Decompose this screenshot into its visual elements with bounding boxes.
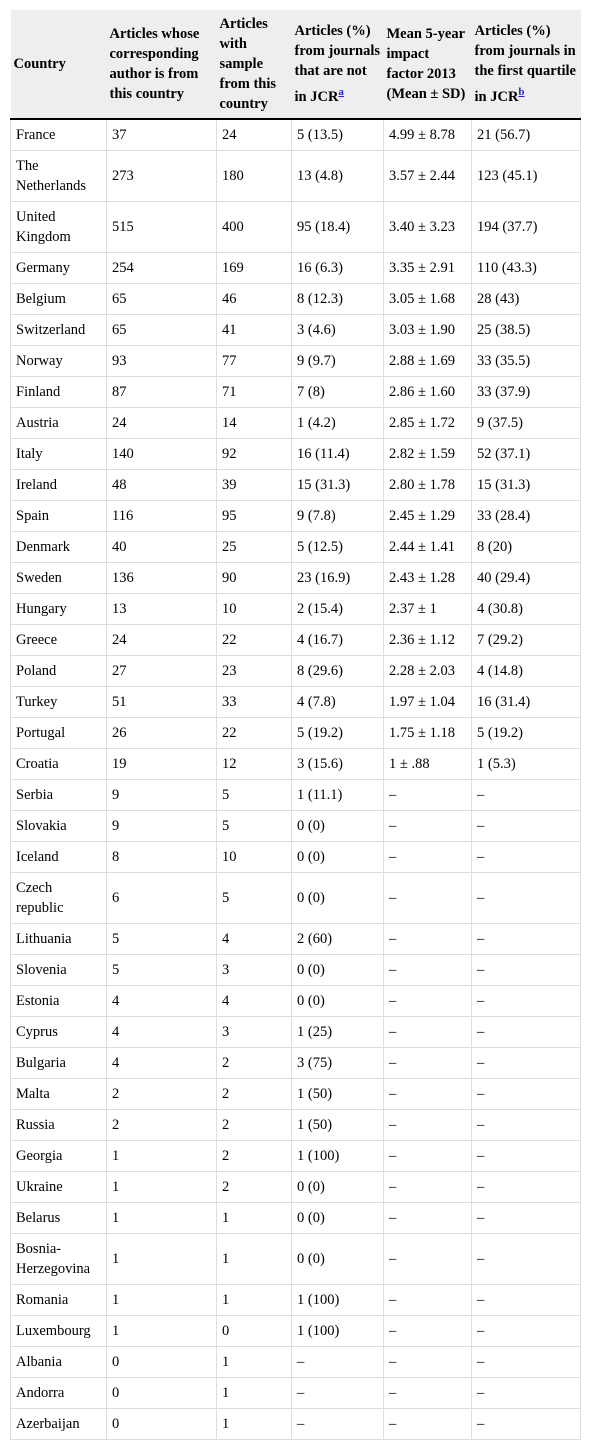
cell-first-quartile: 8 (20) bbox=[472, 532, 581, 563]
cell-not-jcr: 1 (25) bbox=[292, 1017, 384, 1048]
cell-sample: 77 bbox=[217, 346, 292, 377]
cell-corresponding: 13 bbox=[107, 594, 217, 625]
cell-corresponding: 1 bbox=[107, 1234, 217, 1285]
cell-not-jcr: 1 (11.1) bbox=[292, 780, 384, 811]
cell-corresponding: 48 bbox=[107, 470, 217, 501]
cell-first-quartile: 28 (43) bbox=[472, 284, 581, 315]
cell-sample: 169 bbox=[217, 253, 292, 284]
cell-impact: – bbox=[384, 986, 472, 1017]
cell-country: Hungary bbox=[11, 594, 107, 625]
cell-first-quartile: – bbox=[472, 1017, 581, 1048]
cell-impact: 2.85 ± 1.72 bbox=[384, 408, 472, 439]
cell-corresponding: 26 bbox=[107, 718, 217, 749]
table-row bbox=[11, 563, 581, 594]
cell-sample: 90 bbox=[217, 563, 292, 594]
table-row bbox=[11, 1141, 581, 1172]
table-body bbox=[11, 119, 581, 1440]
table-row bbox=[11, 408, 581, 439]
cell-first-quartile: 123 (45.1) bbox=[472, 151, 581, 202]
cell-impact: 2.28 ± 2.03 bbox=[384, 656, 472, 687]
cell-country: Finland bbox=[11, 377, 107, 408]
cell-sample: 5 bbox=[217, 873, 292, 924]
cell-not-jcr: 9 (9.7) bbox=[292, 346, 384, 377]
cell-impact: – bbox=[384, 1409, 472, 1440]
cell-country: Greece bbox=[11, 625, 107, 656]
cell-impact: 2.44 ± 1.41 bbox=[384, 532, 472, 563]
cell-first-quartile: – bbox=[472, 1409, 581, 1440]
table-row bbox=[11, 284, 581, 315]
cell-sample: 46 bbox=[217, 284, 292, 315]
cell-country: Bulgaria bbox=[11, 1048, 107, 1079]
cell-sample: 1 bbox=[217, 1347, 292, 1378]
table-row bbox=[11, 377, 581, 408]
cell-corresponding: 1 bbox=[107, 1172, 217, 1203]
cell-corresponding: 1 bbox=[107, 1285, 217, 1316]
cell-not-jcr: 0 (0) bbox=[292, 1203, 384, 1234]
cell-sample: 5 bbox=[217, 780, 292, 811]
cell-corresponding: 6 bbox=[107, 873, 217, 924]
cell-corresponding: 4 bbox=[107, 1048, 217, 1079]
cell-not-jcr: 4 (7.8) bbox=[292, 687, 384, 718]
cell-first-quartile: 33 (37.9) bbox=[472, 377, 581, 408]
cell-country: Malta bbox=[11, 1079, 107, 1110]
cell-corresponding: 1 bbox=[107, 1316, 217, 1347]
cell-country: United Kingdom bbox=[11, 202, 107, 253]
table-row bbox=[11, 749, 581, 780]
cell-impact: 2.43 ± 1.28 bbox=[384, 563, 472, 594]
cell-country: Italy bbox=[11, 439, 107, 470]
cell-first-quartile: 4 (14.8) bbox=[472, 656, 581, 687]
cell-sample: 3 bbox=[217, 1017, 292, 1048]
header-country: Country bbox=[11, 10, 107, 119]
cell-corresponding: 65 bbox=[107, 315, 217, 346]
cell-sample: 14 bbox=[217, 408, 292, 439]
cell-sample: 2 bbox=[217, 1110, 292, 1141]
cell-sample: 2 bbox=[217, 1172, 292, 1203]
table-row bbox=[11, 151, 581, 202]
cell-not-jcr: 0 (0) bbox=[292, 811, 384, 842]
cell-corresponding: 0 bbox=[107, 1347, 217, 1378]
cell-corresponding: 93 bbox=[107, 346, 217, 377]
cell-not-jcr: 0 (0) bbox=[292, 955, 384, 986]
cell-country: Slovenia bbox=[11, 955, 107, 986]
cell-first-quartile: 194 (37.7) bbox=[472, 202, 581, 253]
table-row bbox=[11, 625, 581, 656]
cell-country: Romania bbox=[11, 1285, 107, 1316]
cell-impact: 2.36 ± 1.12 bbox=[384, 625, 472, 656]
cell-corresponding: 24 bbox=[107, 408, 217, 439]
cell-impact: 1 ± .88 bbox=[384, 749, 472, 780]
cell-corresponding: 9 bbox=[107, 780, 217, 811]
cell-not-jcr: 3 (4.6) bbox=[292, 315, 384, 346]
cell-country: France bbox=[11, 119, 107, 151]
cell-country: Germany bbox=[11, 253, 107, 284]
table-row bbox=[11, 1172, 581, 1203]
cell-not-jcr: 8 (12.3) bbox=[292, 284, 384, 315]
cell-impact: – bbox=[384, 1234, 472, 1285]
header-corresponding-author: Articles whose corresponding author is from this country bbox=[107, 10, 217, 119]
cell-corresponding: 1 bbox=[107, 1203, 217, 1234]
cell-not-jcr: 0 (0) bbox=[292, 1172, 384, 1203]
cell-impact: – bbox=[384, 1079, 472, 1110]
cell-country: Switzerland bbox=[11, 315, 107, 346]
cell-not-jcr: 23 (16.9) bbox=[292, 563, 384, 594]
cell-not-jcr: 0 (0) bbox=[292, 1234, 384, 1285]
cell-impact: – bbox=[384, 1172, 472, 1203]
table-row bbox=[11, 119, 581, 151]
footnote-link-b[interactable]: b bbox=[518, 86, 525, 99]
header-first-quartile-label: Articles (%) from journals in the first quartile in JCR bbox=[474, 23, 576, 105]
cell-impact: 3.05 ± 1.68 bbox=[384, 284, 472, 315]
cell-country: Portugal bbox=[11, 718, 107, 749]
cell-impact: 3.57 ± 2.44 bbox=[384, 151, 472, 202]
cell-country: Azerbaijan bbox=[11, 1409, 107, 1440]
table-header bbox=[11, 10, 581, 119]
cell-not-jcr: 1 (100) bbox=[292, 1141, 384, 1172]
cell-first-quartile: – bbox=[472, 955, 581, 986]
cell-first-quartile: – bbox=[472, 1285, 581, 1316]
cell-first-quartile: 52 (37.1) bbox=[472, 439, 581, 470]
cell-first-quartile: – bbox=[472, 1234, 581, 1285]
cell-first-quartile: 33 (35.5) bbox=[472, 346, 581, 377]
cell-impact: – bbox=[384, 842, 472, 873]
cell-first-quartile: – bbox=[472, 1172, 581, 1203]
cell-corresponding: 1 bbox=[107, 1141, 217, 1172]
cell-sample: 22 bbox=[217, 625, 292, 656]
cell-corresponding: 19 bbox=[107, 749, 217, 780]
cell-not-jcr: 13 (4.8) bbox=[292, 151, 384, 202]
cell-first-quartile: – bbox=[472, 1316, 581, 1347]
cell-corresponding: 37 bbox=[107, 119, 217, 151]
cell-corresponding: 5 bbox=[107, 955, 217, 986]
cell-impact: – bbox=[384, 955, 472, 986]
cell-country: Andorra bbox=[11, 1378, 107, 1409]
table-row bbox=[11, 1285, 581, 1316]
cell-corresponding: 116 bbox=[107, 501, 217, 532]
cell-corresponding: 0 bbox=[107, 1378, 217, 1409]
cell-corresponding: 2 bbox=[107, 1079, 217, 1110]
cell-not-jcr: – bbox=[292, 1378, 384, 1409]
cell-impact: – bbox=[384, 1017, 472, 1048]
table-row bbox=[11, 924, 581, 955]
table-row bbox=[11, 986, 581, 1017]
cell-country: Belgium bbox=[11, 284, 107, 315]
cell-not-jcr: 16 (11.4) bbox=[292, 439, 384, 470]
cell-first-quartile: 16 (31.4) bbox=[472, 687, 581, 718]
cell-country: Ireland bbox=[11, 470, 107, 501]
table-row bbox=[11, 532, 581, 563]
cell-first-quartile: – bbox=[472, 1378, 581, 1409]
cell-corresponding: 2 bbox=[107, 1110, 217, 1141]
cell-impact: – bbox=[384, 1285, 472, 1316]
cell-sample: 5 bbox=[217, 811, 292, 842]
cell-first-quartile: – bbox=[472, 1203, 581, 1234]
cell-not-jcr: 16 (6.3) bbox=[292, 253, 384, 284]
table-row bbox=[11, 780, 581, 811]
cell-country: Russia bbox=[11, 1110, 107, 1141]
table-row bbox=[11, 1203, 581, 1234]
cell-country: Lithuania bbox=[11, 924, 107, 955]
table-row bbox=[11, 346, 581, 377]
table-row bbox=[11, 718, 581, 749]
cell-corresponding: 51 bbox=[107, 687, 217, 718]
cell-country: Belarus bbox=[11, 1203, 107, 1234]
cell-not-jcr: 1 (100) bbox=[292, 1285, 384, 1316]
cell-corresponding: 273 bbox=[107, 151, 217, 202]
cell-impact: 4.99 ± 8.78 bbox=[384, 119, 472, 151]
cell-corresponding: 4 bbox=[107, 1017, 217, 1048]
cell-corresponding: 136 bbox=[107, 563, 217, 594]
cell-impact: – bbox=[384, 1141, 472, 1172]
cell-first-quartile: 21 (56.7) bbox=[472, 119, 581, 151]
table-row bbox=[11, 501, 581, 532]
cell-country: The Netherlands bbox=[11, 151, 107, 202]
cell-first-quartile: – bbox=[472, 1347, 581, 1378]
cell-impact: – bbox=[384, 1048, 472, 1079]
cell-corresponding: 65 bbox=[107, 284, 217, 315]
cell-sample: 92 bbox=[217, 439, 292, 470]
cell-sample: 24 bbox=[217, 119, 292, 151]
cell-not-jcr: 0 (0) bbox=[292, 986, 384, 1017]
cell-first-quartile: – bbox=[472, 842, 581, 873]
cell-impact: 3.35 ± 2.91 bbox=[384, 253, 472, 284]
cell-sample: 1 bbox=[217, 1409, 292, 1440]
cell-country: Bosnia-Herzegovina bbox=[11, 1234, 107, 1285]
cell-sample: 23 bbox=[217, 656, 292, 687]
cell-corresponding: 87 bbox=[107, 377, 217, 408]
table-row bbox=[11, 873, 581, 924]
cell-country: Croatia bbox=[11, 749, 107, 780]
table-row bbox=[11, 594, 581, 625]
cell-impact: – bbox=[384, 924, 472, 955]
cell-not-jcr: 8 (29.6) bbox=[292, 656, 384, 687]
header-impact-factor: Mean 5-year impact factor 2013 (Mean ± SD) bbox=[384, 10, 472, 119]
cell-impact: 2.45 ± 1.29 bbox=[384, 501, 472, 532]
table-row bbox=[11, 1048, 581, 1079]
cell-not-jcr: 5 (13.5) bbox=[292, 119, 384, 151]
cell-first-quartile: 9 (37.5) bbox=[472, 408, 581, 439]
cell-not-jcr: 5 (19.2) bbox=[292, 718, 384, 749]
cell-impact: – bbox=[384, 811, 472, 842]
header-sample: Articles with sample from this country bbox=[217, 10, 292, 119]
table-row bbox=[11, 955, 581, 986]
cell-not-jcr: 2 (60) bbox=[292, 924, 384, 955]
cell-country: Spain bbox=[11, 501, 107, 532]
cell-first-quartile: – bbox=[472, 1079, 581, 1110]
cell-country: Austria bbox=[11, 408, 107, 439]
cell-country: Iceland bbox=[11, 842, 107, 873]
cell-corresponding: 140 bbox=[107, 439, 217, 470]
table-row bbox=[11, 842, 581, 873]
cell-corresponding: 515 bbox=[107, 202, 217, 253]
table-row bbox=[11, 315, 581, 346]
table-row bbox=[11, 656, 581, 687]
cell-country: Georgia bbox=[11, 1141, 107, 1172]
table-row bbox=[11, 811, 581, 842]
cell-sample: 4 bbox=[217, 986, 292, 1017]
cell-sample: 41 bbox=[217, 315, 292, 346]
cell-corresponding: 4 bbox=[107, 986, 217, 1017]
table-row bbox=[11, 1409, 581, 1440]
header-first-quartile bbox=[472, 10, 581, 119]
table-row bbox=[11, 202, 581, 253]
cell-first-quartile: – bbox=[472, 811, 581, 842]
cell-country: Sweden bbox=[11, 563, 107, 594]
cell-first-quartile: 33 (28.4) bbox=[472, 501, 581, 532]
cell-first-quartile: 25 (38.5) bbox=[472, 315, 581, 346]
header-not-jcr-label: Articles (%) from journals that are not in JCR bbox=[294, 23, 381, 105]
cell-country: Poland bbox=[11, 656, 107, 687]
cell-corresponding: 5 bbox=[107, 924, 217, 955]
cell-impact: – bbox=[384, 1347, 472, 1378]
header-not-jcr bbox=[292, 10, 384, 119]
cell-sample: 95 bbox=[217, 501, 292, 532]
cell-impact: – bbox=[384, 1316, 472, 1347]
cell-not-jcr: 15 (31.3) bbox=[292, 470, 384, 501]
cell-corresponding: 24 bbox=[107, 625, 217, 656]
cell-country: Serbia bbox=[11, 780, 107, 811]
cell-sample: 4 bbox=[217, 924, 292, 955]
cell-sample: 180 bbox=[217, 151, 292, 202]
cell-sample: 33 bbox=[217, 687, 292, 718]
cell-country: Ukraine bbox=[11, 1172, 107, 1203]
cell-sample: 71 bbox=[217, 377, 292, 408]
cell-country: Norway bbox=[11, 346, 107, 377]
cell-country: Cyprus bbox=[11, 1017, 107, 1048]
cell-impact: 3.03 ± 1.90 bbox=[384, 315, 472, 346]
cell-not-jcr: 4 (16.7) bbox=[292, 625, 384, 656]
cell-first-quartile: 1 (5.3) bbox=[472, 749, 581, 780]
table-row bbox=[11, 253, 581, 284]
cell-country: Estonia bbox=[11, 986, 107, 1017]
cell-impact: 2.37 ± 1 bbox=[384, 594, 472, 625]
cell-not-jcr: – bbox=[292, 1409, 384, 1440]
cell-sample: 2 bbox=[217, 1048, 292, 1079]
header-row bbox=[11, 10, 581, 119]
cell-not-jcr: 1 (100) bbox=[292, 1316, 384, 1347]
cell-not-jcr: 3 (15.6) bbox=[292, 749, 384, 780]
table-row bbox=[11, 1234, 581, 1285]
cell-sample: 22 bbox=[217, 718, 292, 749]
cell-country: Czech republic bbox=[11, 873, 107, 924]
cell-country: Denmark bbox=[11, 532, 107, 563]
cell-sample: 10 bbox=[217, 842, 292, 873]
cell-not-jcr: 5 (12.5) bbox=[292, 532, 384, 563]
cell-sample: 2 bbox=[217, 1079, 292, 1110]
cell-impact: 2.86 ± 1.60 bbox=[384, 377, 472, 408]
cell-sample: 1 bbox=[217, 1285, 292, 1316]
cell-first-quartile: – bbox=[472, 1048, 581, 1079]
cell-sample: 39 bbox=[217, 470, 292, 501]
cell-corresponding: 9 bbox=[107, 811, 217, 842]
cell-first-quartile: 40 (29.4) bbox=[472, 563, 581, 594]
cell-impact: 3.40 ± 3.23 bbox=[384, 202, 472, 253]
cell-first-quartile: – bbox=[472, 986, 581, 1017]
cell-sample: 12 bbox=[217, 749, 292, 780]
cell-not-jcr: 1 (50) bbox=[292, 1110, 384, 1141]
cell-impact: – bbox=[384, 873, 472, 924]
table-row bbox=[11, 439, 581, 470]
cell-corresponding: 0 bbox=[107, 1409, 217, 1440]
cell-first-quartile: 7 (29.2) bbox=[472, 625, 581, 656]
cell-impact: 2.80 ± 1.78 bbox=[384, 470, 472, 501]
cell-corresponding: 27 bbox=[107, 656, 217, 687]
cell-not-jcr: 1 (50) bbox=[292, 1079, 384, 1110]
cell-impact: – bbox=[384, 780, 472, 811]
table-container bbox=[10, 10, 580, 1440]
table-row bbox=[11, 687, 581, 718]
cell-sample: 1 bbox=[217, 1203, 292, 1234]
cell-corresponding: 40 bbox=[107, 532, 217, 563]
cell-not-jcr: 7 (8) bbox=[292, 377, 384, 408]
cell-corresponding: 254 bbox=[107, 253, 217, 284]
cell-country: Luxembourg bbox=[11, 1316, 107, 1347]
cell-first-quartile: – bbox=[472, 873, 581, 924]
cell-impact: 1.75 ± 1.18 bbox=[384, 718, 472, 749]
table-row bbox=[11, 1017, 581, 1048]
cell-first-quartile: 15 (31.3) bbox=[472, 470, 581, 501]
cell-not-jcr: 2 (15.4) bbox=[292, 594, 384, 625]
cell-sample: 25 bbox=[217, 532, 292, 563]
cell-sample: 2 bbox=[217, 1141, 292, 1172]
cell-country: Slovakia bbox=[11, 811, 107, 842]
cell-impact: – bbox=[384, 1110, 472, 1141]
table-row bbox=[11, 1378, 581, 1409]
table-row bbox=[11, 1110, 581, 1141]
cell-not-jcr: 1 (4.2) bbox=[292, 408, 384, 439]
cell-first-quartile: 4 (30.8) bbox=[472, 594, 581, 625]
cell-impact: 1.97 ± 1.04 bbox=[384, 687, 472, 718]
cell-first-quartile: – bbox=[472, 1141, 581, 1172]
cell-not-jcr: 95 (18.4) bbox=[292, 202, 384, 253]
cell-country: Turkey bbox=[11, 687, 107, 718]
cell-first-quartile: – bbox=[472, 1110, 581, 1141]
cell-impact: 2.82 ± 1.59 bbox=[384, 439, 472, 470]
cell-sample: 400 bbox=[217, 202, 292, 253]
country-articles-table bbox=[10, 10, 581, 1440]
cell-not-jcr: 0 (0) bbox=[292, 873, 384, 924]
cell-not-jcr: 3 (75) bbox=[292, 1048, 384, 1079]
cell-impact: 2.88 ± 1.69 bbox=[384, 346, 472, 377]
footnote-link-a[interactable]: a bbox=[338, 86, 344, 99]
cell-impact: – bbox=[384, 1378, 472, 1409]
cell-impact: – bbox=[384, 1203, 472, 1234]
cell-not-jcr: 9 (7.8) bbox=[292, 501, 384, 532]
cell-first-quartile: – bbox=[472, 780, 581, 811]
table-row bbox=[11, 470, 581, 501]
table-row bbox=[11, 1316, 581, 1347]
cell-sample: 10 bbox=[217, 594, 292, 625]
cell-sample: 1 bbox=[217, 1234, 292, 1285]
table-row bbox=[11, 1347, 581, 1378]
cell-not-jcr: – bbox=[292, 1347, 384, 1378]
cell-not-jcr: 0 (0) bbox=[292, 842, 384, 873]
cell-corresponding: 8 bbox=[107, 842, 217, 873]
cell-sample: 1 bbox=[217, 1378, 292, 1409]
cell-first-quartile: 110 (43.3) bbox=[472, 253, 581, 284]
cell-sample: 0 bbox=[217, 1316, 292, 1347]
table-row bbox=[11, 1079, 581, 1110]
cell-first-quartile: – bbox=[472, 924, 581, 955]
cell-country: Albania bbox=[11, 1347, 107, 1378]
cell-first-quartile: 5 (19.2) bbox=[472, 718, 581, 749]
cell-sample: 3 bbox=[217, 955, 292, 986]
